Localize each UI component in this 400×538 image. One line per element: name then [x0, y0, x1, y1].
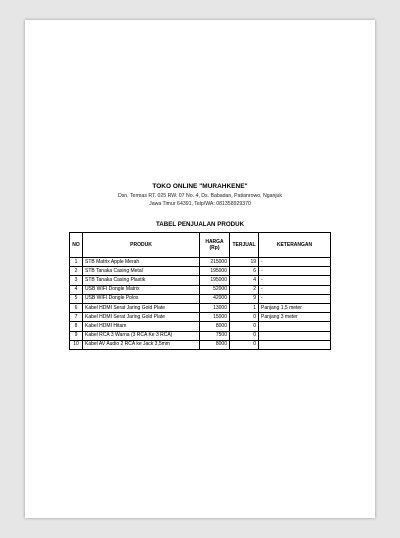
table-row: [70, 340, 331, 349]
cell-keterangan: [259, 322, 331, 331]
table-row: [70, 331, 331, 340]
cell-no: 3: [70, 276, 83, 285]
store-name: TOKO ONLINE "MURAHKENE": [152, 183, 248, 190]
col-header-harga-line1: HARGA: [205, 238, 224, 245]
col-header-terjual: TERJUAL: [230, 233, 259, 258]
cell-harga: 195000: [200, 267, 230, 276]
col-header-harga-line2: (Rp): [209, 245, 220, 251]
cell-terjual: 0: [230, 331, 259, 340]
cell-terjual: 4: [230, 276, 259, 285]
cell-no: 8: [70, 322, 83, 331]
cell-keterangan: -: [259, 294, 331, 303]
table-header-row: [70, 233, 331, 258]
col-header-harga: [200, 233, 230, 258]
cell-produk: STB Tanaka Casing Metal: [83, 267, 200, 276]
cell-harga: 15000: [200, 313, 230, 322]
table-row: [70, 313, 331, 322]
cell-harga: 215000: [200, 258, 230, 267]
cell-produk: Kabel RCA 3 Warna (3 RCA Ke 3 RCA): [83, 331, 200, 340]
cell-harga: 7500: [200, 331, 230, 340]
cell-produk: USB WIFI Dongle Polos: [83, 294, 200, 303]
cell-terjual: 6: [230, 267, 259, 276]
document-page: [25, 20, 375, 518]
table-row: [70, 294, 331, 303]
cell-terjual: 19: [230, 258, 259, 267]
cell-harga: 13000: [200, 303, 230, 312]
cell-terjual: 9: [230, 294, 259, 303]
cell-terjual: 0: [230, 340, 259, 349]
table-row: [70, 258, 331, 267]
cell-keterangan: Panjang 1,5 meter: [259, 303, 331, 312]
table-row: [70, 322, 331, 331]
table-row: [70, 267, 331, 276]
col-header-produk: PRODUK: [83, 233, 200, 258]
cell-no: 5: [70, 294, 83, 303]
cell-harga: 8000: [200, 340, 230, 349]
cell-keterangan: -: [259, 267, 331, 276]
cell-harga: 52000: [200, 285, 230, 294]
sales-table: [69, 232, 331, 350]
cell-terjual: 0: [230, 322, 259, 331]
cell-harga: 195000: [200, 276, 230, 285]
table-row: [70, 285, 331, 294]
cell-harga: 8000: [200, 322, 230, 331]
cell-keterangan: -: [259, 285, 331, 294]
address-line-1: Dsn. Termas RT. 025 RW. 07 No. 4, Ds. Babadan, Patianrowo, Nganjuk: [117, 193, 283, 199]
cell-produk: Kabel HDMI Serat Jaring Gold Plate: [83, 303, 200, 312]
cell-no: 6: [70, 303, 83, 312]
cell-no: 7: [70, 313, 83, 322]
table-row: [70, 276, 331, 285]
cell-produk: Kabel AV Audio 2 RCA ke Jack 3,5mm: [83, 340, 200, 349]
cell-keterangan: Panjang 3 meter: [259, 313, 331, 322]
cell-no: 2: [70, 267, 83, 276]
cell-produk: Kabel HDMI Serat Jaring Gold Plate: [83, 313, 200, 322]
col-header-keterangan: KETERANGAN: [259, 233, 331, 258]
cell-no: 9: [70, 331, 83, 340]
cell-produk: Kabel HDMI Hitam: [83, 322, 200, 331]
cell-keterangan: [259, 340, 331, 349]
cell-terjual: 2: [230, 285, 259, 294]
cell-keterangan: [259, 331, 331, 340]
cell-no: 4: [70, 285, 83, 294]
table-row: [70, 303, 331, 312]
cell-produk: STB Matrix Apple Merah: [83, 258, 200, 267]
address-line-2: Jawa Timur 64391, Telp/WA: 081358929370: [149, 201, 251, 207]
cell-no: 1: [70, 258, 83, 267]
cell-keterangan: -: [259, 258, 331, 267]
cell-produk: STB Tanaka Casing Plastik: [83, 276, 200, 285]
table-title: TABEL PENJUALAN PRODUK: [155, 221, 245, 228]
cell-terjual: 0: [230, 313, 259, 322]
cell-terjual: 1: [230, 303, 259, 312]
col-header-no: NO: [70, 233, 83, 258]
cell-no: 10: [70, 340, 83, 349]
cell-keterangan: -: [259, 276, 331, 285]
cell-harga: 42000: [200, 294, 230, 303]
cell-produk: USB WIFI Dongle Matrix: [83, 285, 200, 294]
